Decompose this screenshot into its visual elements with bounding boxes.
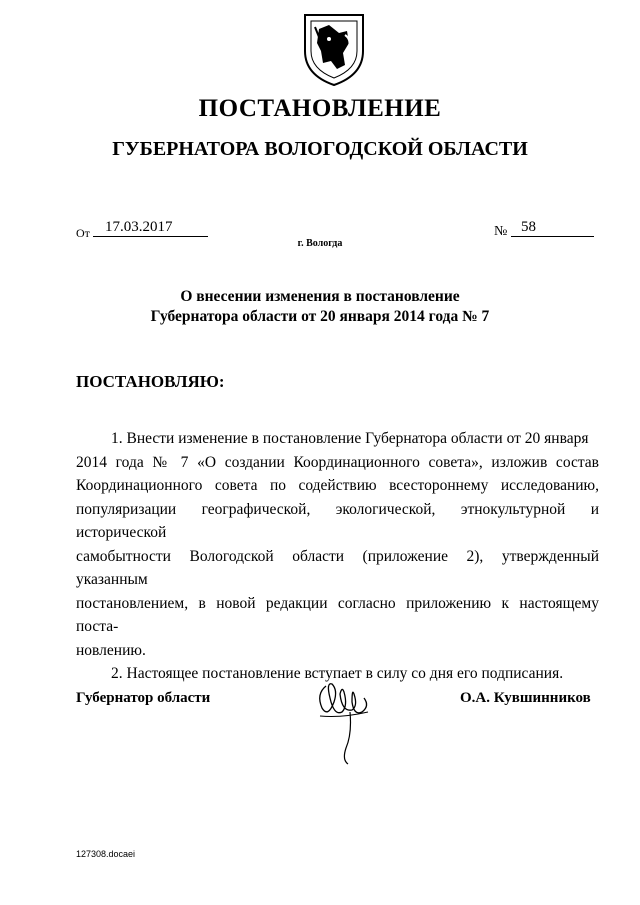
text-line: новлению. <box>76 641 146 659</box>
number-label: № <box>494 224 508 239</box>
decree-heading: ПОСТАНОВЛЯЮ: <box>76 372 225 391</box>
subject-line: Губернатора области от 20 января 2014 года № 7 <box>150 308 490 325</box>
text-line: Координационного совета по содействию всестороннему исследованию, <box>76 477 599 494</box>
text-line: 2. Настоящее постановление вступает в силу со дня его подписания. <box>111 665 564 682</box>
document-title: ПОСТАНОВЛЕНИЕ <box>198 95 442 122</box>
text-line: популяризации географической, экологической, этнокультурной и исторической <box>76 500 599 541</box>
text-line: 2014 года № 7 «О создании Координационного совета», изложив состав <box>76 453 599 471</box>
city-label: г. Вологда <box>297 238 343 249</box>
text-line: самобытности Вологодской области (приложение 2), утвержденный указанным <box>76 547 599 588</box>
handwritten-signature-icon <box>312 672 374 768</box>
signatory-name: О.А. Кувшинников <box>460 690 591 706</box>
document-date: 17.03.2017 <box>93 219 208 237</box>
paragraph-item-1-continuation <box>76 451 599 663</box>
signatory-role: Губернатор области <box>76 690 211 706</box>
coat-of-arms-icon <box>299 13 369 87</box>
text-line: постановлением, в новой редакции согласно приложению к настоящему поста- <box>76 594 599 635</box>
document-body <box>76 427 599 686</box>
document-subtitle: ГУБЕРНАТОРА ВОЛОГОДСКОЙ ОБЛАСТИ <box>112 138 528 160</box>
subject-line: О внесении изменения в постановление <box>180 288 460 305</box>
file-reference: 127308.docaei <box>76 849 136 859</box>
date-label: От <box>76 226 90 240</box>
document-subject <box>0 287 640 327</box>
paragraph-item-1 <box>76 427 599 451</box>
document-number: 58 <box>511 219 594 237</box>
text-line: 1. Внести изменение в постановление Губернатора области от 20 января <box>111 430 589 447</box>
